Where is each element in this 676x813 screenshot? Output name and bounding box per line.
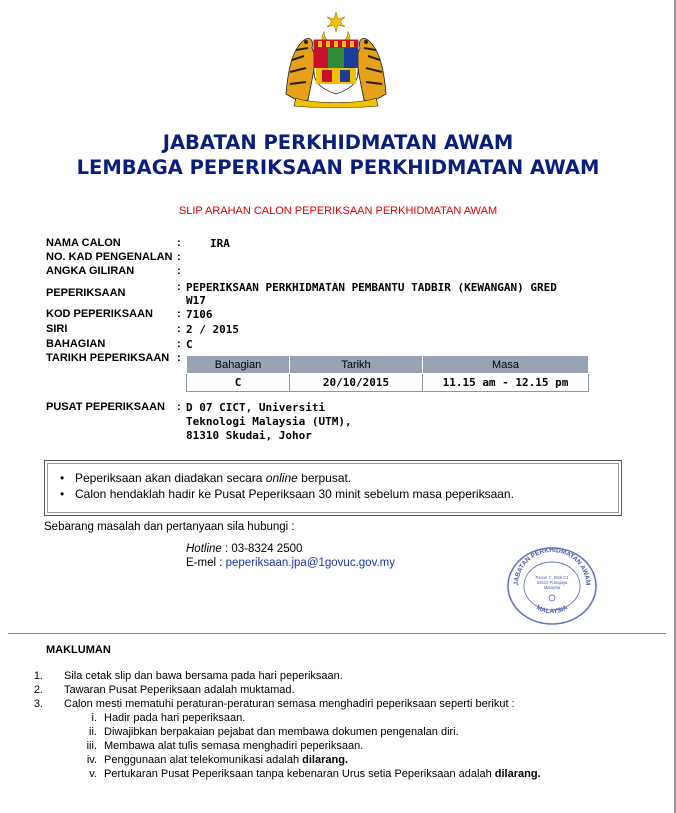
section-divider	[8, 633, 666, 634]
email	[186, 557, 395, 569]
table-row	[187, 374, 589, 392]
stamp-bottom-text: MALAYSIA	[535, 604, 569, 616]
part-label: BAHAGIAN	[46, 338, 106, 350]
list-number: 2.	[33, 684, 43, 696]
table-cell: 11.15 am - 12.15 pm	[423, 374, 589, 392]
list-item	[60, 471, 514, 487]
note-text: berpusat.	[297, 471, 352, 485]
series-label: SIRI	[46, 323, 68, 335]
note-text: Calon hendaklah hadir ke Pusat Peperiksaan 30 minit sebelum masa peperiksaan.	[75, 487, 514, 501]
list-numeral: ii.	[89, 726, 97, 738]
stamp-inner-line: Malaysia	[543, 585, 561, 590]
list-numeral: i.	[91, 712, 97, 724]
list-item: Hadir pada hari peperiksaan.	[104, 712, 246, 724]
header-title-lppa: LEMBAGA PEPERIKSAAN PERKHIDMATAN AWAM	[76, 156, 600, 179]
official-stamp	[504, 546, 600, 626]
hotline-label: Hotline	[186, 543, 222, 555]
colon: :	[177, 352, 181, 364]
list-item: Membawa alat tulis semasa menghadiri peperiksaan.	[104, 740, 364, 752]
item-text: Pertukaran Pusat Peperiksaan tanpa kebenaran Urus setia Peperiksaan adalah	[104, 768, 495, 780]
item-text: Penggunaan alat telekomunikasi adalah	[104, 754, 303, 766]
hotline	[186, 543, 302, 555]
hotline-value: : 03-8324 2500	[221, 543, 303, 555]
part-value: C	[186, 338, 193, 351]
centre-line2: Teknologi Malaysia (UTM),	[186, 415, 352, 428]
series-value: 2 / 2015	[186, 323, 239, 336]
notes-box	[44, 460, 622, 516]
bullet-icon: •	[60, 471, 65, 485]
colon: :	[177, 265, 181, 277]
note-text: Peperiksaan akan diadakan secara	[75, 471, 266, 485]
list-item	[104, 754, 348, 766]
makluman-title: MAKLUMAN	[46, 644, 111, 656]
slip-subtitle: SLIP ARAHAN CALON PEPERIKSAAN PERKHIDMATAN AWAM	[178, 205, 498, 217]
list-item: Sila cetak slip dan bawa bersama pada hari peperiksaan.	[64, 670, 343, 682]
list-item: Calon mesti mematuhi peraturan-peraturan semasa menghadiri peperiksaan seperti berikut :	[64, 698, 515, 710]
bullet-icon: •	[60, 487, 65, 501]
list-item	[104, 768, 541, 780]
list-number: 3.	[33, 698, 43, 710]
centre-line3: 81310 Skudai, Johor	[186, 429, 312, 442]
coat-of-arms-logo	[282, 10, 390, 108]
name-value: IRA	[210, 237, 230, 250]
email-link[interactable]: peperiksaan.jpa@1govuc.gov.my	[225, 557, 395, 569]
list-numeral: v.	[89, 768, 97, 780]
stamp-inner-line: 62510 Putrajaya	[536, 580, 568, 585]
code-label: KOD PEPERIKSAAN	[46, 308, 153, 320]
svg-text:MALAYSIA	[535, 604, 569, 615]
column-header: Tarikh	[290, 356, 423, 374]
list-item: Tawaran Pusat Peperiksaan adalah muktamad.	[64, 684, 295, 696]
colon: :	[177, 281, 181, 293]
note-emphasis: online	[265, 471, 298, 485]
schedule-table	[186, 355, 589, 392]
exam-label: PEPERIKSAAN	[46, 287, 126, 299]
index-label: ANGKA GILIRAN	[46, 265, 135, 277]
notes-list	[60, 471, 514, 503]
contact-intro: Sebarang masalah dan pertanyaan sila hubungi :	[44, 521, 295, 533]
centre-label: PUSAT PEPERIKSAAN	[46, 401, 165, 413]
centre-line1: D 07 CICT, Universiti	[186, 401, 326, 414]
list-item	[60, 487, 514, 503]
exam-value-line2: W17	[186, 294, 206, 307]
colon: :	[177, 401, 181, 413]
colon: :	[177, 251, 181, 263]
colon: :	[177, 308, 181, 320]
column-header: Bahagian	[187, 356, 290, 374]
schedule-header-row	[187, 356, 589, 374]
header-title-jpa: JABATAN PERKHIDMATAN AWAM	[162, 131, 514, 154]
stamp-inner-line: Parcel C, Blok C1	[535, 575, 569, 580]
colon: :	[177, 237, 181, 249]
colon: :	[177, 323, 181, 335]
item-emphasis: dilarang.	[302, 754, 348, 766]
ic-label: NO. KAD PENGENALAN	[46, 251, 173, 263]
code-value: 7106	[186, 308, 213, 321]
stamp-ring-text: JABATAN PERKHIDMATAN AWAM	[512, 546, 592, 586]
table-cell: 20/10/2015	[290, 374, 423, 392]
exam-value-line1: PEPERIKSAAN PERKHIDMATAN PEMBANTU TADBIR (KEWANGAN) GRED	[186, 281, 557, 294]
list-numeral: iv.	[86, 754, 97, 766]
item-emphasis: dilarang.	[494, 768, 541, 780]
list-item: Diwajibkan berpakaian pejabat dan membawa dokumen pengenalan diri.	[104, 726, 459, 738]
email-label: E-mel :	[186, 557, 226, 569]
list-number: 1.	[33, 670, 43, 682]
column-header: Masa	[423, 356, 589, 374]
name-label: NAMA CALON	[46, 237, 121, 249]
table-cell: C	[187, 374, 290, 392]
colon: :	[177, 338, 181, 350]
list-numeral: iii.	[86, 740, 97, 752]
date-label: TARIKH PEPERIKSAAN	[46, 352, 170, 364]
